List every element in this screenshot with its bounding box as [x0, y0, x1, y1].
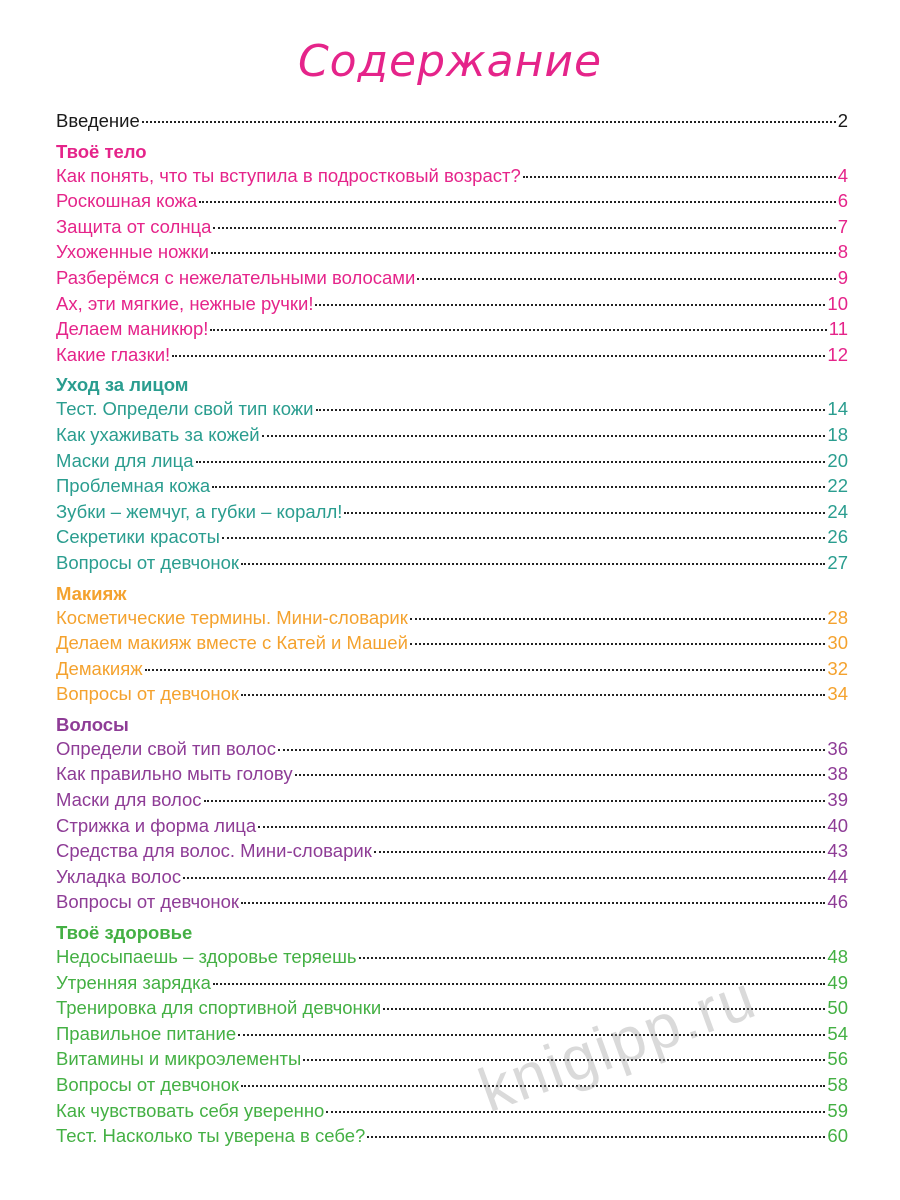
toc-entry-page: 26 [827, 526, 848, 548]
toc-entry[interactable] [56, 1046, 848, 1072]
dot-leader [295, 774, 826, 776]
toc-entry[interactable] [56, 864, 848, 890]
toc-entry[interactable] [56, 889, 848, 915]
toc-entry-page: 2 [837, 110, 848, 131]
dot-leader [142, 121, 836, 123]
toc-entry-page: 46 [827, 891, 848, 913]
page-title: Содержание [297, 36, 603, 87]
toc-entry-label: Тест. Насколько ты уверена в себе? [56, 1125, 366, 1147]
dot-leader [222, 537, 826, 539]
dot-leader [374, 851, 826, 853]
toc-entry-page: 8 [837, 241, 848, 263]
toc-entry-label: Как правильно мыть голову [56, 763, 293, 785]
toc-entry-label: Укладка волос [56, 865, 182, 887]
toc-entry-label: Вопросы от девчонок [56, 891, 240, 913]
toc-entry-label: Проблемная кожа [56, 475, 211, 497]
dot-leader [196, 461, 826, 463]
section-heading: Волосы [56, 713, 129, 735]
dot-leader [315, 304, 825, 306]
toc-entry-label: Разберёмся с нежелательными волосами [56, 266, 416, 288]
toc-entry[interactable] [56, 1072, 848, 1098]
toc-entry-page: 50 [827, 997, 848, 1019]
toc-entry[interactable] [56, 605, 848, 631]
toc-entry-page: 58 [827, 1074, 848, 1095]
toc-entry-label: Вопросы от девчонок [56, 551, 240, 573]
toc-entry[interactable] [56, 188, 848, 214]
toc-entry-label: Тренировка для спортивной девчонки [56, 997, 382, 1019]
dot-leader [213, 227, 835, 229]
toc-entry-page: 22 [827, 475, 848, 497]
toc-entry-page: 36 [827, 737, 848, 759]
dot-leader [241, 694, 825, 696]
section-heading: Уход за лицом [56, 374, 189, 396]
toc-entry-page: 60 [827, 1125, 848, 1147]
toc-entry[interactable] [56, 291, 848, 317]
toc-entry[interactable] [56, 422, 848, 448]
toc-entry-page: 20 [827, 449, 848, 471]
toc-entry-label: Делаем макияж вместе с Катей и Машей [56, 632, 408, 654]
toc-entry[interactable] [56, 265, 848, 291]
toc-entry[interactable] [56, 473, 848, 499]
toc-entry-page: 18 [827, 423, 848, 445]
toc-entry-label: Тест. Определи свой тип кожи [56, 398, 314, 420]
toc-entry-label: Недосыпаешь – здоровье теряешь [56, 946, 357, 968]
dot-leader [183, 877, 825, 879]
dot-leader [258, 826, 825, 828]
toc-entry-page: 11 [828, 318, 848, 340]
toc-entry-label: Делаем маникюр! [56, 318, 209, 340]
dot-leader [523, 176, 836, 178]
toc-entry-page: 6 [837, 190, 848, 212]
toc-entry-label: Средства для волос. Мини-словарик [56, 840, 372, 862]
toc-entry-label: Определи свой тип волос [56, 737, 276, 759]
toc-entry[interactable] [56, 630, 848, 656]
toc-entry-intro[interactable] [56, 108, 848, 134]
toc-entry[interactable] [56, 163, 848, 189]
dot-leader [145, 669, 826, 671]
toc-entry[interactable] [56, 214, 848, 240]
toc-entry[interactable] [56, 787, 848, 813]
toc-entry-label: Стрижка и форма лица [56, 814, 257, 836]
toc-entry-page: 59 [827, 1099, 848, 1121]
dot-leader [359, 957, 826, 959]
dot-leader [241, 563, 825, 565]
toc-entry-page: 49 [827, 971, 848, 993]
toc-entry-page: 48 [827, 946, 848, 968]
toc-entry-label: Демакияж [56, 657, 143, 679]
toc-entry-page: 56 [827, 1048, 848, 1070]
toc-entry-page: 34 [827, 683, 848, 705]
toc-entry-label: Правильное питание [56, 1022, 237, 1044]
toc-entry-page: 40 [827, 814, 848, 836]
toc-entry-page: 7 [837, 215, 848, 237]
toc-entry[interactable] [56, 761, 848, 787]
toc-entry-label: Маски для волос [56, 789, 202, 811]
toc-entry-page: 4 [837, 164, 848, 186]
dot-leader [172, 355, 825, 357]
toc-entry[interactable] [56, 499, 848, 525]
section-heading: Твоё тело [56, 140, 147, 162]
toc-entry-page: 39 [827, 789, 848, 811]
dot-leader [344, 512, 825, 514]
toc-entry-label: Витамины и микроэлементы [56, 1048, 302, 1070]
dot-leader [204, 800, 826, 802]
toc-entry[interactable] [56, 524, 848, 550]
toc-entry[interactable] [56, 550, 848, 576]
toc-entry-page: 54 [827, 1022, 848, 1044]
toc-entry-label: Вопросы от девчонок [56, 683, 240, 705]
toc-entry-label: Как ухаживать за кожей [56, 423, 260, 445]
toc-entry-label: Маски для лица [56, 449, 194, 471]
watermark: knigipp.ru [470, 962, 766, 1126]
toc-entry[interactable] [56, 1123, 848, 1149]
toc-entry-page: 9 [837, 266, 848, 288]
toc-entry[interactable] [56, 656, 848, 682]
dot-leader [211, 252, 836, 254]
toc-entry-page: 24 [827, 500, 848, 522]
toc-entry-label: Защита от солнца [56, 215, 212, 237]
toc-entry-page: 27 [827, 551, 848, 573]
dot-leader [199, 201, 835, 203]
toc-entry-label: Косметические термины. Мини-словарик [56, 606, 408, 628]
section-heading: Твоё здоровье [56, 922, 193, 944]
dot-leader [410, 618, 826, 620]
toc-entry[interactable] [56, 316, 848, 342]
toc-entry[interactable] [56, 1098, 848, 1124]
toc-entry-label: Роскошная кожа [56, 190, 198, 212]
toc-entry-label: Ах, эти мягкие, нежные ручки! [56, 292, 314, 314]
toc-entry-label: Утренняя зарядка [56, 971, 211, 993]
toc-entry-page: 12 [827, 343, 848, 365]
toc-entry-label: Секретики красоты [56, 526, 220, 548]
dot-leader [367, 1136, 825, 1138]
toc-entry[interactable] [56, 736, 848, 762]
section-heading: Макияж [56, 582, 127, 604]
toc-entry-page: 28 [827, 606, 848, 628]
toc-entry-page: 10 [827, 292, 848, 314]
toc-entry-page: 43 [827, 840, 848, 862]
toc-entry-page: 30 [827, 632, 848, 654]
toc-entry[interactable] [56, 813, 848, 839]
toc-entry[interactable] [56, 396, 848, 422]
toc-entry-label: Ухоженные ножки [56, 241, 209, 263]
dot-leader [262, 435, 826, 437]
toc-entry[interactable] [56, 448, 848, 474]
dot-leader [410, 643, 826, 645]
toc-entry-page: 32 [827, 657, 848, 679]
dot-leader [316, 409, 826, 411]
dot-leader [210, 329, 826, 331]
toc-entry-label: Как понять, что ты вступила в подростковый возраст? [56, 164, 521, 186]
toc-entry-label: Как чувствовать себя уверенно [56, 1099, 325, 1121]
toc-entry[interactable] [56, 681, 848, 707]
toc-entry-label: Зубки – жемчуг, а губки – коралл! [56, 500, 343, 522]
dot-leader [417, 278, 835, 280]
dot-leader [278, 749, 825, 751]
toc-entry-label: Введение [56, 110, 140, 131]
toc-entry-page: 38 [827, 763, 848, 785]
dot-leader [326, 1111, 825, 1113]
toc-entry[interactable] [56, 342, 848, 368]
dot-leader [241, 902, 825, 904]
toc-entry-page: 14 [827, 398, 848, 420]
toc-entry-label: Вопросы от девчонок [56, 1074, 240, 1095]
toc-entry-page: 44 [827, 865, 848, 887]
dot-leader [212, 486, 825, 488]
toc-entry-label: Какие глазки! [56, 343, 171, 365]
toc-entry[interactable] [56, 239, 848, 265]
toc-entry[interactable] [56, 838, 848, 864]
